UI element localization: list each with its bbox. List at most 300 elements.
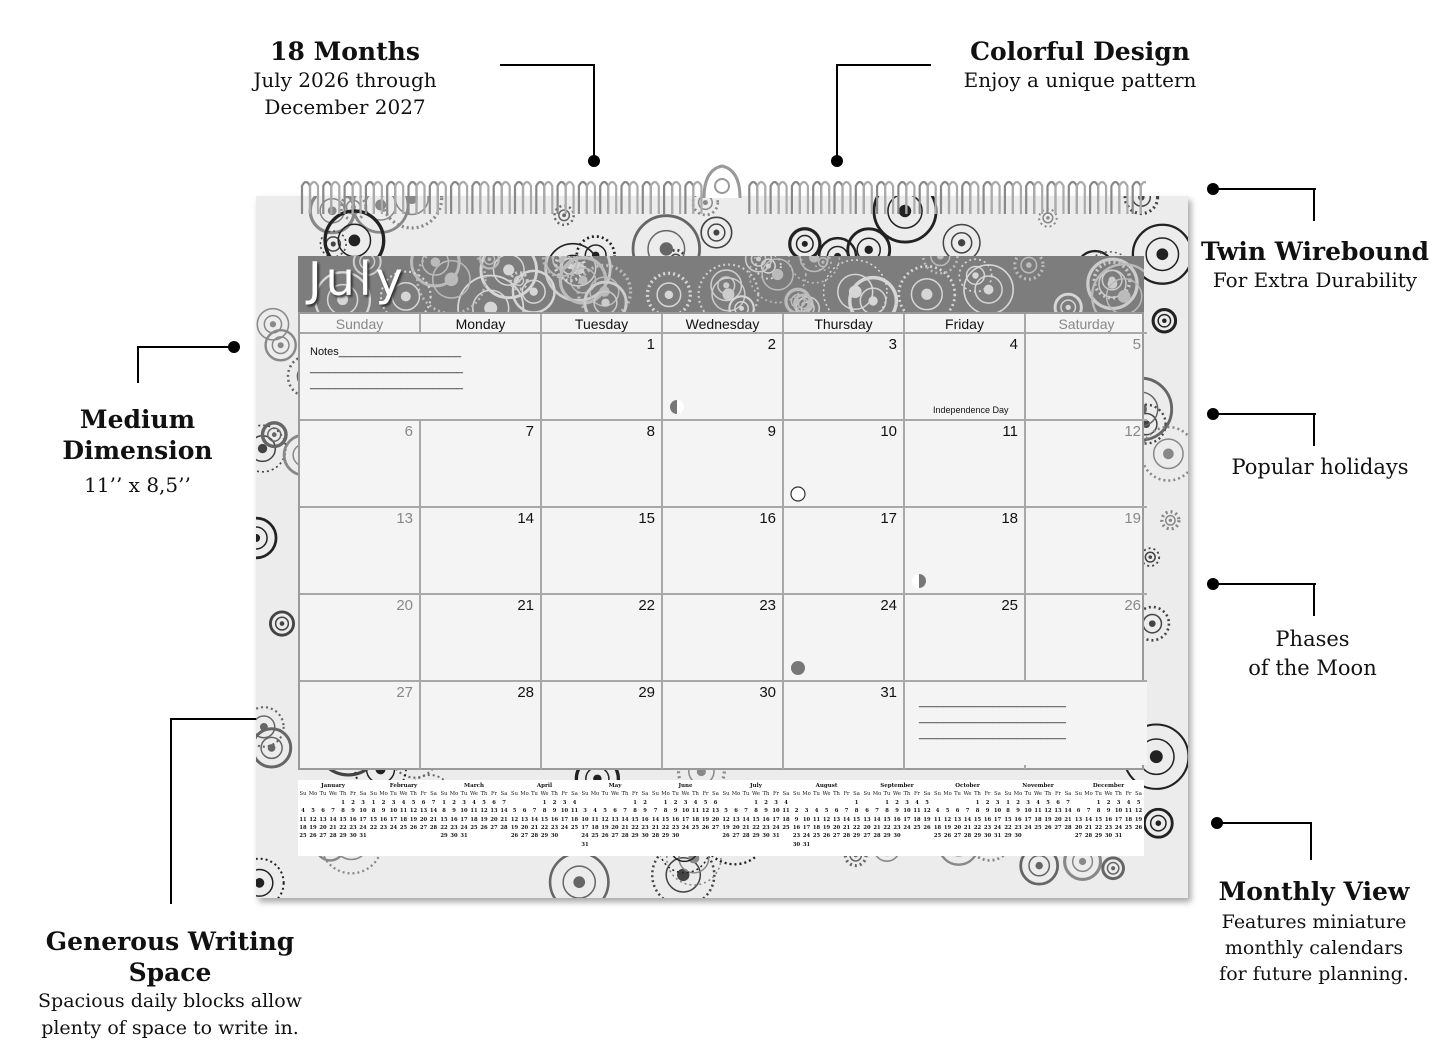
mini-day: 10 [903,808,911,815]
mini-day: 8 [975,808,980,815]
mini-day: 20 [711,816,720,823]
callout-title: Generous Writing Space [45,927,295,987]
mini-day: 27 [611,833,619,840]
mini-day: 23 [671,825,680,832]
mini-day: 23 [550,825,559,832]
mini-day: 7 [744,808,748,815]
day-cell[interactable] [663,682,784,769]
mini-day: 4 [935,808,940,815]
day-cell[interactable] [421,595,542,682]
mini-day [953,799,963,807]
wire-ring [430,182,446,214]
callout-title: Dimension [62,436,213,465]
mini-day: 6 [321,808,325,815]
mini-day: 13 [319,816,327,823]
mini-weekday: Sa [853,791,860,798]
mini-day [1124,832,1134,840]
mini-day: 25 [691,825,700,832]
mini-weekday: Fr [984,791,991,798]
mini-day: 22 [631,825,639,832]
mini-calendars [298,780,1144,856]
mini-day [328,799,338,807]
mini-calendar-week [792,807,862,815]
wire-ring [664,182,680,214]
mini-calendar-month: July [750,783,762,789]
mini-day: 25 [1034,825,1042,832]
mini-calendar-week [721,832,791,840]
mini-calendar-week [298,799,368,807]
mini-day: 26 [1044,825,1052,832]
mini-day: 20 [953,825,962,832]
mini-day: 24 [772,825,780,832]
mini-day: 29 [339,833,347,840]
mini-day [943,799,953,807]
mini-day: 4 [593,808,597,815]
mini-day: 9 [1016,808,1020,815]
mini-weekday: Tu [883,791,891,798]
mini-day: 25 [782,825,790,832]
mini-weekday: Fr [490,791,498,798]
day-cell[interactable] [421,508,542,595]
mini-weekday: Th [621,791,629,798]
mini-weekday: Su [370,791,377,798]
mini-weekday: Mo [731,791,741,798]
mini-day: 27 [953,833,962,840]
mini-day: 1 [663,799,668,806]
mini-day: 30 [450,833,458,840]
mini-weekday: Sa [994,791,1001,798]
mini-day [792,799,802,807]
mini-day: 23 [379,825,388,832]
mini-day: 26 [409,825,418,832]
day-cell[interactable] [300,508,421,595]
callout-title: Medium [79,405,196,434]
mini-day: 25 [570,825,579,832]
day-cell[interactable] [1026,421,1147,508]
mini-day [1043,832,1053,840]
mini-weekday: Sa [1064,791,1072,798]
mini-day: 8 [1096,808,1101,815]
mini-day [1074,799,1084,807]
mini-day: 5 [945,808,950,815]
mini-day: 3 [774,799,778,806]
mini-day: 2 [351,799,355,806]
mini-day [510,799,520,807]
callout-monthly-view [1200,876,1428,987]
mini-calendar-month: May [608,783,622,789]
mini-day: 15 [440,816,448,823]
mini-weekday: Mo [661,791,670,798]
mini-calendar-header [369,790,439,798]
mini-day [298,799,308,807]
mini-day: 2 [1016,799,1020,806]
mini-day: 27 [490,825,498,832]
mini-calendar-week [369,807,439,815]
mini-day: 4 [784,799,788,806]
weekday-header: Friday [905,314,1026,334]
day-cell[interactable] [784,334,905,421]
mini-calendar [1003,782,1073,841]
mini-day: 11 [933,816,942,823]
mini-day: 31 [359,833,367,840]
mini-weekday: Sa [782,791,790,798]
mini-calendar [792,782,862,849]
mini-day: 5 [824,808,829,815]
mini-day: 28 [873,833,881,840]
mini-day: 31 [772,833,780,840]
mini-day: 25 [591,833,599,840]
mini-day: 28 [963,833,972,840]
mini-day: 24 [993,825,1002,832]
mini-day: 16 [893,816,901,823]
mini-calendar-header [933,790,1003,798]
mini-day: 1 [633,799,637,806]
mini-day: 30 [349,833,357,840]
mini-day: 2 [381,799,386,806]
mini-calendar-week [721,807,791,815]
leader-line [836,64,931,66]
mini-day: 8 [754,808,758,815]
mini-day: 22 [339,825,347,832]
mini-day: 28 [429,825,438,832]
mini-day: 25 [933,833,942,840]
mini-weekday: Sa [712,791,719,798]
mini-weekday: Sa [430,791,437,798]
mini-weekday: Mo [520,791,529,798]
mini-day: 11 [691,808,700,815]
mini-day: 8 [854,808,859,815]
banner-pattern [298,256,1144,312]
mini-day: 19 [601,825,609,832]
mini-day: 28 [1064,825,1072,832]
day-number: 26 [1124,597,1141,614]
mini-day: 30 [792,841,801,848]
mini-calendar [510,782,580,841]
mini-day: 13 [711,808,720,815]
mini-day: 23 [641,825,649,832]
day-cell[interactable] [421,421,542,508]
mini-weekday: Su [1004,791,1012,798]
mini-weekday: Sa [500,791,508,798]
mini-calendar-week [298,832,368,840]
mini-calendar-week [651,824,721,832]
mini-day: 21 [742,825,750,832]
mini-day [922,832,932,840]
mini-day [902,832,912,840]
wire-ring [387,182,403,214]
callout-text: Spacious daily blocks allow [38,990,302,1012]
leader-line [836,64,838,160]
leader-line [137,346,233,348]
mini-day: 12 [510,816,519,823]
mini-calendar-week [651,799,721,807]
mini-day: 12 [1134,808,1143,815]
mini-day: 11 [470,808,478,815]
mini-day [832,799,842,807]
mini-calendar-week [792,824,862,832]
wire-ring [984,182,1000,214]
mini-day: 14 [429,808,438,815]
mini-weekday: Fr [561,791,568,798]
mini-day [1084,799,1094,807]
day-cell[interactable] [421,682,542,769]
mini-calendar-header [721,790,791,798]
day-number: 9 [767,423,776,440]
leader-dot [228,341,240,353]
day-cell[interactable] [784,508,905,595]
mini-weekday: Fr [349,791,357,798]
mini-day: 8 [371,808,376,815]
day-cell[interactable] [300,595,421,682]
notes-lines[interactable] [919,694,1066,742]
day-number: 14 [517,510,534,527]
mini-day: 29 [852,833,861,840]
leader-line [137,346,139,383]
day-cell[interactable] [300,421,421,508]
notes-lines[interactable] [310,344,463,392]
mini-day: 7 [431,799,436,806]
wire-ring [813,182,829,214]
mini-day: 27 [1074,833,1083,840]
mini-weekday: Th [480,791,488,798]
day-cell[interactable] [784,682,905,769]
mini-day [912,832,922,840]
mini-day: 19 [480,816,488,823]
mini-day: 9 [381,808,386,815]
mini-day: 15 [973,816,982,823]
mini-day [741,799,751,807]
mini-day [1023,832,1033,840]
month-banner [298,256,1144,312]
mini-day: 8 [633,808,637,815]
day-cell[interactable] [663,421,784,508]
mini-day: 14 [329,816,337,823]
mini-day: 25 [812,833,821,840]
weekday-header: Saturday [1026,314,1147,334]
mini-day: 12 [701,808,710,815]
mini-day: 31 [802,841,811,848]
day-cell[interactable] [1026,334,1147,421]
mini-calendar [580,782,650,849]
mini-day: 15 [852,816,861,823]
mini-day: 3 [562,799,567,806]
mini-day: 16 [762,816,770,823]
day-cell[interactable] [542,682,663,769]
mini-calendar-week [862,816,932,824]
leader-line [170,718,172,904]
mini-calendar-week [439,832,509,840]
mini-day: 17 [460,816,468,823]
weekday-header: Monday [421,314,542,334]
day-cell[interactable] [663,595,784,682]
mini-weekday: Th [1115,791,1122,798]
mini-day: 5 [311,808,315,815]
mini-weekday: Mo [1084,791,1093,798]
mini-weekday: Tu [460,791,468,798]
wire-ring [409,182,425,214]
mini-day: 3 [1116,799,1121,806]
mini-day: 5 [603,808,607,815]
day-cell[interactable] [1026,508,1147,595]
mini-day: 19 [943,825,952,832]
mini-weekday: Th [339,791,347,798]
mini-weekday: Su [511,791,518,798]
mini-calendar-month: June [678,783,693,789]
weekday-header: Wednesday [663,314,784,334]
mini-day: 17 [802,825,811,832]
mini-day: 17 [560,816,569,823]
mini-day: 26 [480,825,488,832]
mini-day: 8 [542,808,547,815]
mini-day: 11 [399,808,408,815]
mini-day: 9 [895,808,899,815]
mini-weekday: Mo [308,791,318,798]
day-number: 17 [880,510,897,527]
callout-popular-holidays [1210,454,1430,481]
mini-day [590,799,600,807]
mini-day: 23 [450,825,458,832]
mini-day: 17 [993,816,1002,823]
mini-day: 18 [570,816,579,823]
weekday-header: Tuesday [542,314,663,334]
mini-calendar-week [1003,832,1073,840]
mini-day: 6 [865,808,869,815]
mini-day: 12 [480,808,488,815]
mini-day: 2 [552,799,557,806]
day-number: 5 [1132,336,1141,353]
mini-day: 14 [1064,808,1072,815]
mini-day: 6 [1056,799,1060,806]
day-cell[interactable] [542,334,663,421]
mini-day: 20 [319,825,327,832]
day-cell[interactable] [905,421,1026,508]
mini-day: 29 [440,833,448,840]
mini-day: 12 [601,816,609,823]
mini-day [630,841,640,849]
mini-weekday: Th [762,791,770,798]
mini-day: 15 [883,816,891,823]
mini-day [469,832,479,840]
mini-calendar-week [933,799,1003,807]
mini-day: 22 [661,825,670,832]
mini-day: 27 [1054,825,1062,832]
wire-ring [877,182,893,214]
mini-weekday: Mo [590,791,600,798]
leader-line [1313,413,1315,446]
mini-day: 18 [691,816,700,823]
day-cell[interactable] [663,508,784,595]
day-number: 25 [1001,597,1018,614]
mini-calendar-month: February [389,783,418,789]
mini-calendar-week [510,824,580,832]
mini-day: 28 [621,833,629,840]
day-number: 7 [525,423,534,440]
mini-day: 26 [309,833,317,840]
mini-day: 30 [641,833,649,840]
mini-calendar-week [862,799,932,807]
callout-text: for future planning. [1219,963,1409,985]
mini-calendar-week [369,799,439,807]
mini-day [802,799,812,807]
mini-day: 11 [570,808,579,815]
day-number: 8 [646,423,655,440]
hanger-hook [698,160,746,200]
mini-day: 20 [832,825,841,832]
mini-day: 28 [1084,833,1093,840]
mini-weekday: We [329,791,337,798]
notes-line: ________________________ [919,712,1066,724]
mini-weekday: Fr [1125,791,1132,798]
day-cell[interactable] [542,595,663,682]
mini-day: 11 [913,808,921,815]
mini-day: 13 [611,816,619,823]
mini-weekday: We [399,791,408,798]
mini-day [499,832,509,840]
mini-day [610,799,620,807]
moon-phase-first-quarter-icon [669,399,685,415]
mini-day: 10 [389,808,398,815]
mini-day: 21 [651,825,660,832]
callout-medium-dimension [50,404,225,499]
mini-calendar-week [792,832,862,840]
notes-line: ________________________ [919,696,1066,708]
mini-day [489,832,499,840]
mini-calendar-week [439,816,509,824]
mini-day: 22 [852,825,861,832]
mini-calendar-week [1003,807,1073,815]
mini-day [1033,832,1043,840]
mini-day: 29 [631,833,639,840]
wire-ring [1111,182,1127,214]
mini-day: 26 [1134,825,1143,832]
mini-day [832,841,842,849]
mini-weekday: Fr [420,791,427,798]
mini-weekday: Fr [913,791,921,798]
wire-ring [366,182,382,214]
mini-weekday: Su [722,791,730,798]
day-cell[interactable] [300,682,421,769]
mini-day: 13 [832,816,841,823]
day-cell[interactable] [905,595,1026,682]
day-number: 29 [638,684,655,701]
mini-calendar-week [933,832,1003,840]
day-number: 21 [517,597,534,614]
mini-day: 6 [492,799,496,806]
mini-day: 14 [842,816,851,823]
mini-weekday: We [822,791,831,798]
mini-day: 9 [764,808,768,815]
mini-day: 15 [339,816,347,823]
day-cell[interactable] [542,421,663,508]
mini-weekday: Su [652,791,659,798]
mini-day: 3 [361,799,365,806]
day-cell[interactable] [542,508,663,595]
mini-day: 10 [993,808,1002,815]
mini-day: 4 [472,799,476,806]
mini-calendar-week [651,807,721,815]
mini-calendar-header [862,790,932,798]
day-number: 19 [1124,510,1141,527]
mini-day: 28 [842,833,851,840]
wire-ring [856,182,872,214]
mini-day: 30 [1014,833,1022,840]
mini-calendar-week [510,816,580,824]
mini-day: 3 [391,799,396,806]
mini-day: 27 [319,833,327,840]
mini-day: 4 [814,808,819,815]
mini-day [600,841,610,849]
day-cell[interactable] [1026,595,1147,682]
